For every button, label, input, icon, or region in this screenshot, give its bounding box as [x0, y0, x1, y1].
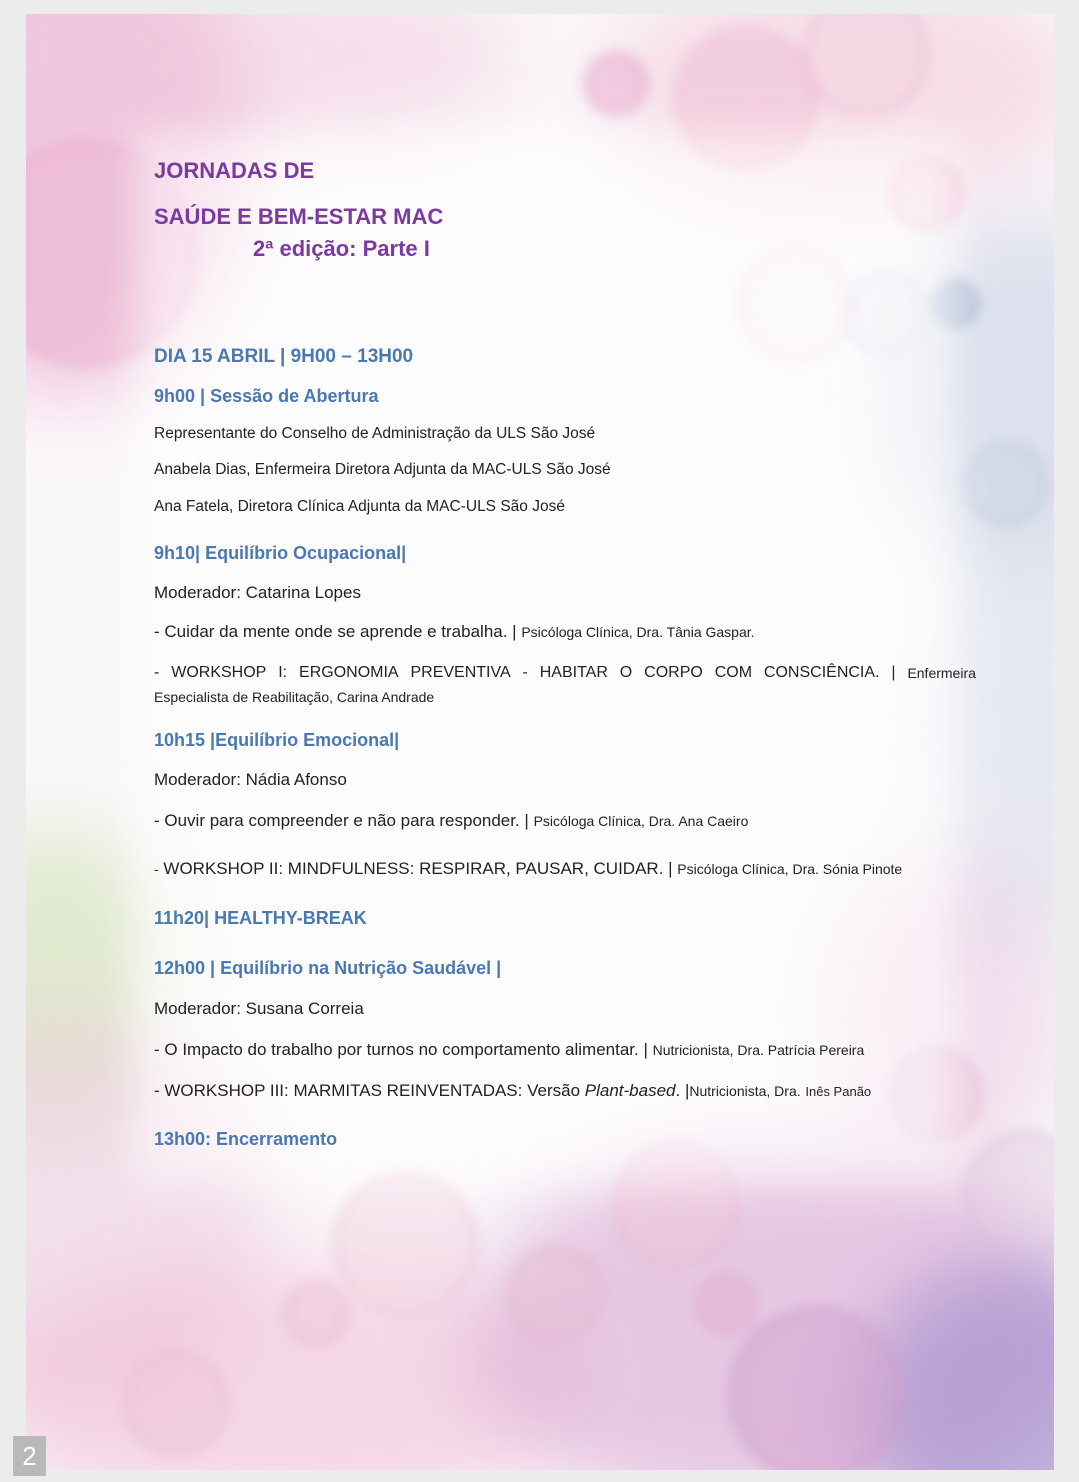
workshop-title: - WORKSHOP III: MARMITAS REINVENTADAS: Versão	[154, 1081, 581, 1100]
document-page	[26, 14, 1054, 1470]
workshop-word: |	[891, 664, 896, 681]
workshop-item	[154, 859, 902, 879]
break-heading: 11h20| HEALTHY-BREAK	[154, 908, 367, 928]
talk-item	[154, 622, 755, 642]
day-header: DIA 15 ABRIL | 9H00 – 13H00	[154, 346, 414, 367]
workshop-line-2: Especialista de Reabilitação, Carina Andrade	[154, 689, 435, 705]
workshop-speaker: Psicóloga Clínica, Dra. Sónia Pinote	[677, 861, 903, 877]
workshop-dash: -	[154, 861, 159, 877]
session-moderator: Moderador: Catarina Lopes	[154, 583, 361, 602]
session-moderator: Moderador: Nádia Afonso	[154, 770, 347, 789]
session-heading: 9h10| Equilíbrio Ocupacional|	[154, 543, 407, 563]
workshop-line-1	[154, 661, 976, 685]
opening-heading: 9h00 | Sessão de Abertura	[154, 386, 379, 406]
workshop-item	[154, 661, 976, 709]
workshop-word: Enfermeira	[907, 665, 976, 681]
workshop-word: CORPO	[644, 664, 703, 681]
talk-title: - Ouvir para compreender e não para responder. |	[154, 811, 529, 830]
workshop-word: ERGONOMIA	[299, 664, 399, 681]
workshop-word: WORKSHOP	[171, 664, 267, 681]
talk-speaker: Nutricionista, Dra. Patrícia Pereira	[652, 1042, 865, 1058]
title-edition: 2ª edição: Parte I	[253, 236, 430, 261]
session-heading: 10h15 |Equilíbrio Emocional|	[154, 730, 400, 750]
title-line-1: JORNADAS DE	[154, 158, 315, 183]
workshop-item	[154, 1081, 871, 1101]
title-line-2: SAÚDE E BEM-ESTAR MAC	[154, 204, 444, 229]
opening-speaker: Representante do Conselho de Administração da ULS São José	[154, 425, 596, 442]
talk-item	[154, 811, 748, 831]
page-number: 2	[13, 1436, 46, 1476]
talk-title: - Cuidar da mente onde se aprende e trabalha. |	[154, 622, 517, 641]
workshop-title: WORKSHOP II: MINDFULNESS: RESPIRAR, PAUSAR, CUIDAR. |	[163, 859, 673, 878]
workshop-word: -	[154, 664, 160, 681]
workshop-word: I:	[278, 664, 288, 681]
workshop-title-italic: Plant-based	[584, 1081, 676, 1100]
workshop-word: CONSCIÊNCIA.	[763, 664, 880, 681]
talk-title: - O Impacto do trabalho por turnos no comportamento alimentar. |	[154, 1040, 648, 1059]
opening-speaker: Anabela Dias, Enfermeira Diretora Adjunta da MAC-ULS São José	[154, 461, 611, 478]
workshop-title-end: . |	[675, 1081, 690, 1100]
workshop-word: PREVENTIVA	[410, 664, 511, 681]
session-heading: 12h00 | Equilíbrio na Nutrição Saudável |	[154, 958, 502, 978]
talk-speaker: Psicóloga Clínica, Dra. Ana Caeiro	[533, 813, 749, 829]
opening-speaker: Ana Fatela, Diretora Clínica Adjunta da MAC-ULS São José	[154, 498, 565, 515]
talk-speaker: Psicóloga Clínica, Dra. Tânia Gaspar.	[521, 624, 755, 640]
workshop-word: O	[619, 664, 633, 681]
talk-item	[154, 1040, 864, 1060]
workshop-word: COM	[714, 664, 753, 681]
workshop-word: HABITAR	[539, 664, 608, 681]
closing-heading: 13h00: Encerramento	[154, 1129, 338, 1149]
workshop-word: -	[522, 664, 528, 681]
workshop-speaker: Nutricionista, Dra.	[689, 1083, 801, 1099]
session-moderator: Moderador: Susana Correia	[154, 999, 364, 1018]
workshop-speaker-name: Inês Panão	[805, 1084, 872, 1099]
